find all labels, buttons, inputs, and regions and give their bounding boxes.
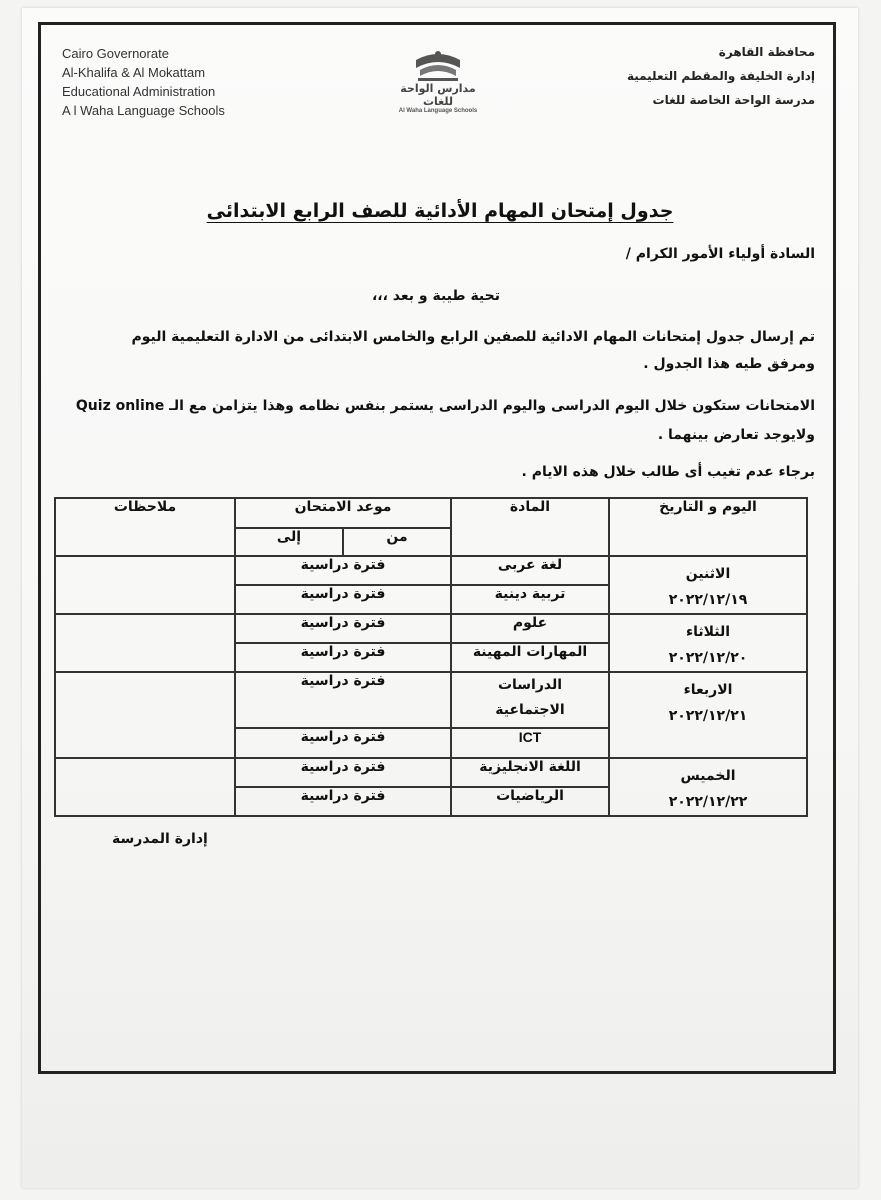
header-to: إلى [235, 528, 343, 556]
exam-date: ٢٠٢٢/١٢/١٩ [668, 592, 748, 608]
subject-cell: ICT [451, 728, 609, 758]
exam-date: ٢٠٢٢/١٢/٢٠ [668, 650, 748, 666]
paragraph-attendance: برجاء عدم تغيب أى طالب خلال هذه الايام . [521, 464, 815, 480]
time-cell: فترة دراسية [235, 556, 451, 585]
time-cell: فترة دراسية [235, 787, 451, 816]
time-cell: فترة دراسية [235, 672, 451, 728]
table-row [55, 758, 807, 787]
day-name: الاثنين [685, 566, 731, 582]
time-cell: فترة دراسية [235, 758, 451, 787]
day-date-cell [609, 614, 807, 672]
header-notes: ملاحظات [55, 498, 235, 556]
header-ar-line: محافظة القاهرة [718, 45, 815, 59]
school-logo [388, 46, 488, 116]
salutation: تحية طيبة و بعد ،،، [371, 288, 500, 304]
notes-cell [55, 556, 235, 614]
logo-english-name: Al Waha Language Schools [398, 108, 478, 114]
day-name: الخميس [680, 768, 736, 784]
paragraph-exam-timing: الامتحانات ستكون خلال اليوم الدراسى واليوم الدراسى يستمر بنفس نظامه وهذا يتزامن مع الـ Quiz online ولايوجد تعارض بينهما . [75, 398, 815, 443]
time-cell: فترة دراسية [235, 585, 451, 614]
notes-cell [55, 758, 235, 816]
header-en-line: A l Waha Language Schools [62, 103, 225, 118]
header-en-line: Educational Administration [62, 84, 216, 99]
header-en-line: Al-Khalifa & Al Mokattam [62, 65, 206, 80]
subject-cell: الرياضيات [451, 787, 609, 816]
day-name: الاربعاء [683, 682, 733, 698]
document-title: جدول إمتحان المهام الأدائية للصف الرابع الابتدائى [206, 200, 674, 222]
header-en-line: Cairo Governorate [62, 46, 169, 61]
header-ar-line: مدرسة الواحة الخاصة للغات [652, 93, 815, 107]
paragraph-schedule-sent: تم إرسال جدول إمتحانات المهام الادائية للصفين الرابع والخامس الابتدائى من الادارة التعليمية اليوم ومرفق طيه هذا الجدول . [131, 329, 815, 372]
notes-cell [55, 672, 235, 758]
table-header-row [55, 498, 807, 528]
subject-cell: تربية دينية [451, 585, 609, 614]
header-subject: المادة [451, 498, 609, 556]
header-english [62, 44, 225, 120]
day-date-cell [609, 556, 807, 614]
subject-cell: لغة عربى [451, 556, 609, 585]
header-exam-time: موعد الامتحان [235, 498, 451, 528]
day-date-cell [609, 758, 807, 816]
time-cell: فترة دراسية [235, 614, 451, 643]
subject-cell: علوم [451, 614, 609, 643]
table-row [55, 672, 807, 728]
time-cell: فترة دراسية [235, 643, 451, 672]
school-administration-signature: إدارة المدرسة [112, 831, 208, 847]
header-from: من [343, 528, 451, 556]
school-logo-icon [410, 46, 466, 84]
day-date-cell [609, 672, 807, 758]
subject-cell: المهارات المهينة [451, 643, 609, 672]
header-day-date: اليوم و التاريخ [609, 498, 807, 556]
subject-cell: اللغة الانجليزية [451, 758, 609, 787]
day-name: الثلاثاء [685, 624, 731, 640]
notes-cell [55, 614, 235, 672]
exam-date: ٢٠٢٢/١٢/٢٢ [668, 794, 748, 810]
greeting: السادة أولياء الأمور الكرام / [625, 246, 815, 262]
header-arabic [627, 40, 815, 112]
exam-date: ٢٠٢٢/١٢/٢١ [668, 708, 748, 724]
time-cell: فترة دراسية [235, 728, 451, 758]
table-row [55, 614, 807, 643]
exam-schedule-table [54, 497, 808, 817]
header-ar-line: إدارة الخليفة والمقطم التعليمية [626, 69, 815, 83]
table-row [55, 556, 807, 585]
logo-arabic-name: مدارس الواحة للغات [400, 82, 476, 108]
subject-cell: الدراسات الاجتماعية [451, 672, 609, 728]
